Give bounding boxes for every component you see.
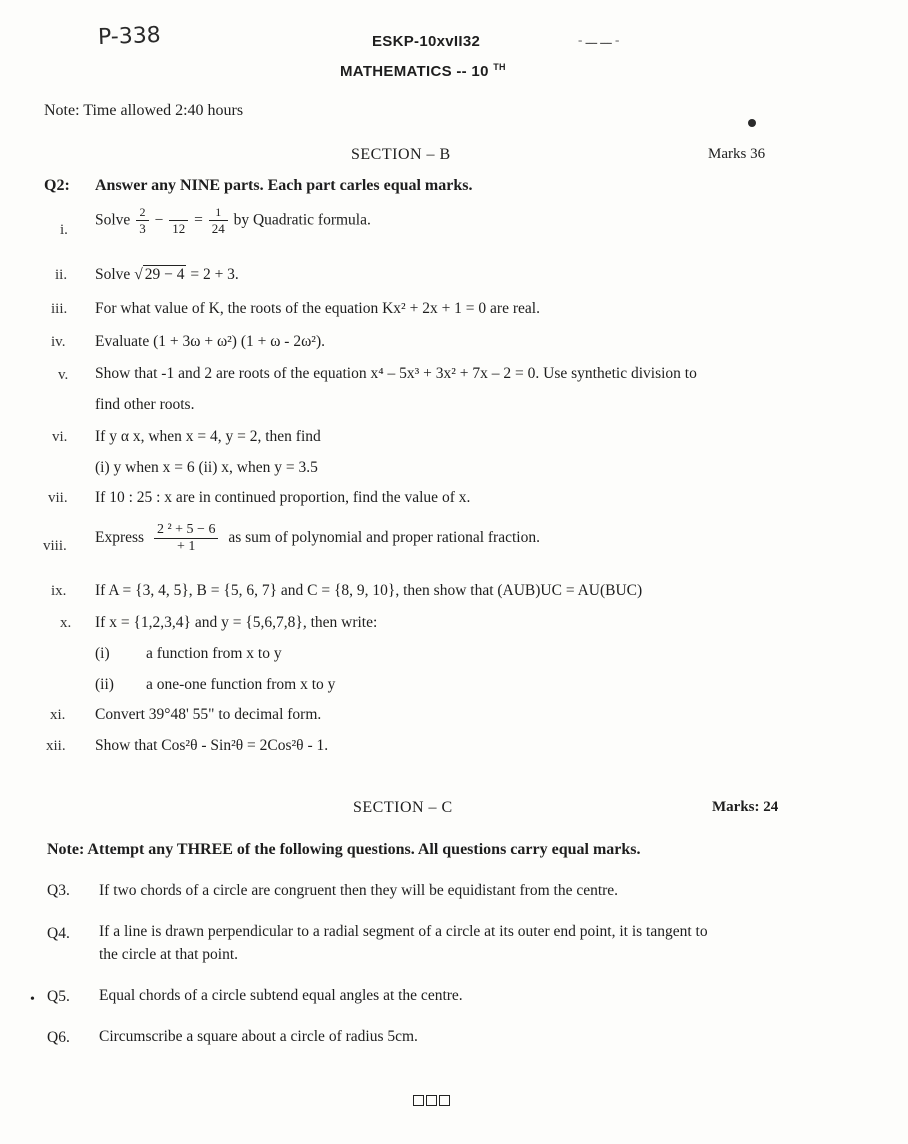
subject-sup: TH <box>493 62 506 72</box>
item-x-sub1-label: (i) <box>95 645 110 662</box>
item-v-number: v. <box>58 367 69 383</box>
handwritten-code: P-338 <box>97 22 162 51</box>
section-c-marks: Marks: 24 <box>712 799 779 815</box>
frac-denominator: + 1 <box>154 538 219 555</box>
item-vii-number: vii. <box>48 490 68 506</box>
item-ii-pre: Solve <box>95 266 131 283</box>
frac-numerator: 2 <box>139 205 146 219</box>
item-i-number: i. <box>60 222 68 238</box>
item-iv-text: Evaluate (1 + 3ω + ω²) (1 + ω - 2ω²). <box>95 333 325 350</box>
q4-continuation: the circle at that point. <box>99 946 239 963</box>
item-vi-text: If y α x, when x = 4, y = 2, then find <box>95 428 321 445</box>
section-c-title: SECTION – C <box>353 799 453 816</box>
item-x-sub2-label: (ii) <box>95 676 114 693</box>
item-viii-post: as sum of polynomial and proper rational fraction. <box>228 529 540 547</box>
item-vii-text: If 10 : 25 : x are in continued proportion, find the value of x. <box>95 489 471 506</box>
footer-stamp <box>413 1093 452 1111</box>
item-xii-number: xii. <box>46 738 66 754</box>
item-vi-number: vi. <box>52 429 68 445</box>
q4-text: If a line is drawn perpendicular to a radial segment of a circle at its outer end point, it is tangent to <box>99 923 708 940</box>
subject-title: MATHEMATICS -- 10 $^{TH}$ <box>340 62 506 80</box>
bullet-mark: • <box>30 992 35 1007</box>
q6-text: Circumscribe a square about a circle of radius 5cm. <box>99 1028 418 1045</box>
item-vi-continuation: (i) y when x = 6 (ii) x, when y = 3.5 <box>95 459 318 476</box>
item-x-sub2-text: a one-one function from x to y <box>146 676 336 693</box>
frac-numerator <box>169 205 188 220</box>
stamp-box <box>413 1095 424 1106</box>
q3-text: If two chords of a circle are congruent then they will be equidistant from the centre. <box>99 882 619 899</box>
item-i-post: by Quadratic formula. <box>233 211 371 229</box>
ink-dot <box>748 119 756 127</box>
q2-number: Q2: <box>44 177 70 194</box>
item-ii-post: = 2 + 3. <box>190 266 239 283</box>
q6-number: Q6. <box>47 1029 70 1046</box>
fraction-2-over-3 <box>136 205 149 237</box>
item-x-text: If x = {1,2,3,4} and y = {5,6,7,8}, then write: <box>95 614 378 631</box>
item-iv-number: iv. <box>51 334 66 350</box>
item-ii: Solve √ 29 − 4 = 2 + 3. <box>95 266 239 283</box>
section-c-note: Note: Attempt any THREE of the following questions. All questions carry equal marks. <box>47 841 641 858</box>
item-viii-number: viii. <box>43 538 67 554</box>
item-i-pre: Solve <box>95 211 131 229</box>
item-viii-pre: Express <box>95 529 145 547</box>
time-note: Note: Time allowed 2:40 hours <box>44 102 244 119</box>
item-iii-number: iii. <box>51 301 68 317</box>
paper-code: ESKP-10xvII32 <box>372 33 481 50</box>
item-v-continuation: find other roots. <box>95 396 195 413</box>
q3-number: Q3. <box>47 882 70 899</box>
frac-denominator: 24 <box>209 220 228 237</box>
q2-instruction: Answer any NINE parts. Each part carles equal marks. <box>95 177 473 194</box>
stamp-box <box>426 1095 437 1106</box>
item-i: Solve $\frac{2}{3}$ − 12 = $\frac{1}{24}$ by Quadratic formula. <box>95 205 371 236</box>
item-x-sub1-text: a function from x to y <box>146 645 282 662</box>
frac-numerator: 2 ² + 5 − 6 <box>156 522 216 537</box>
q4-number: Q4. <box>47 925 70 942</box>
q5-number: Q5. <box>47 988 70 1005</box>
radicand: 29 − 4 <box>144 266 185 283</box>
frac-numerator: 1 <box>215 205 222 219</box>
item-xii-text: Show that Cos²θ - Sin²θ = 2Cos²θ - 1. <box>95 737 329 754</box>
item-ix-number: ix. <box>51 583 67 599</box>
scribble-mark: - ـــ ـــ - <box>578 32 620 47</box>
item-ii-number: ii. <box>55 267 68 283</box>
frac-denominator: 12 <box>169 220 188 237</box>
item-xi-number: xi. <box>50 707 66 723</box>
fraction-over-12 <box>169 205 188 237</box>
rational-fraction <box>154 522 219 555</box>
section-b-marks: Marks 36 <box>708 146 766 162</box>
frac-denominator: 3 <box>136 220 149 237</box>
item-ix-text: If A = {3, 4, 5}, B = {5, 6, 7} and C = {8, 9, 10}, then show that (AUB)UC = AU(BUC) <box>95 582 643 599</box>
fraction-1-over-24 <box>209 205 228 237</box>
stamp-box <box>439 1095 450 1106</box>
item-x-number: x. <box>60 615 72 631</box>
item-viii <box>95 522 540 555</box>
item-v-text: Show that -1 and 2 are roots of the equation x⁴ – 5x³ + 3x² + 7x – 2 = 0. Use synthetic division to <box>95 365 697 382</box>
item-iii-text: For what value of K, the roots of the equation Kx² + 2x + 1 = 0 are real. <box>95 300 540 317</box>
item-xi-text: Convert 39°48' 55" to decimal form. <box>95 706 322 723</box>
section-b-title: SECTION – B <box>351 146 451 163</box>
q5-text: Equal chords of a circle subtend equal angles at the centre. <box>99 987 463 1004</box>
